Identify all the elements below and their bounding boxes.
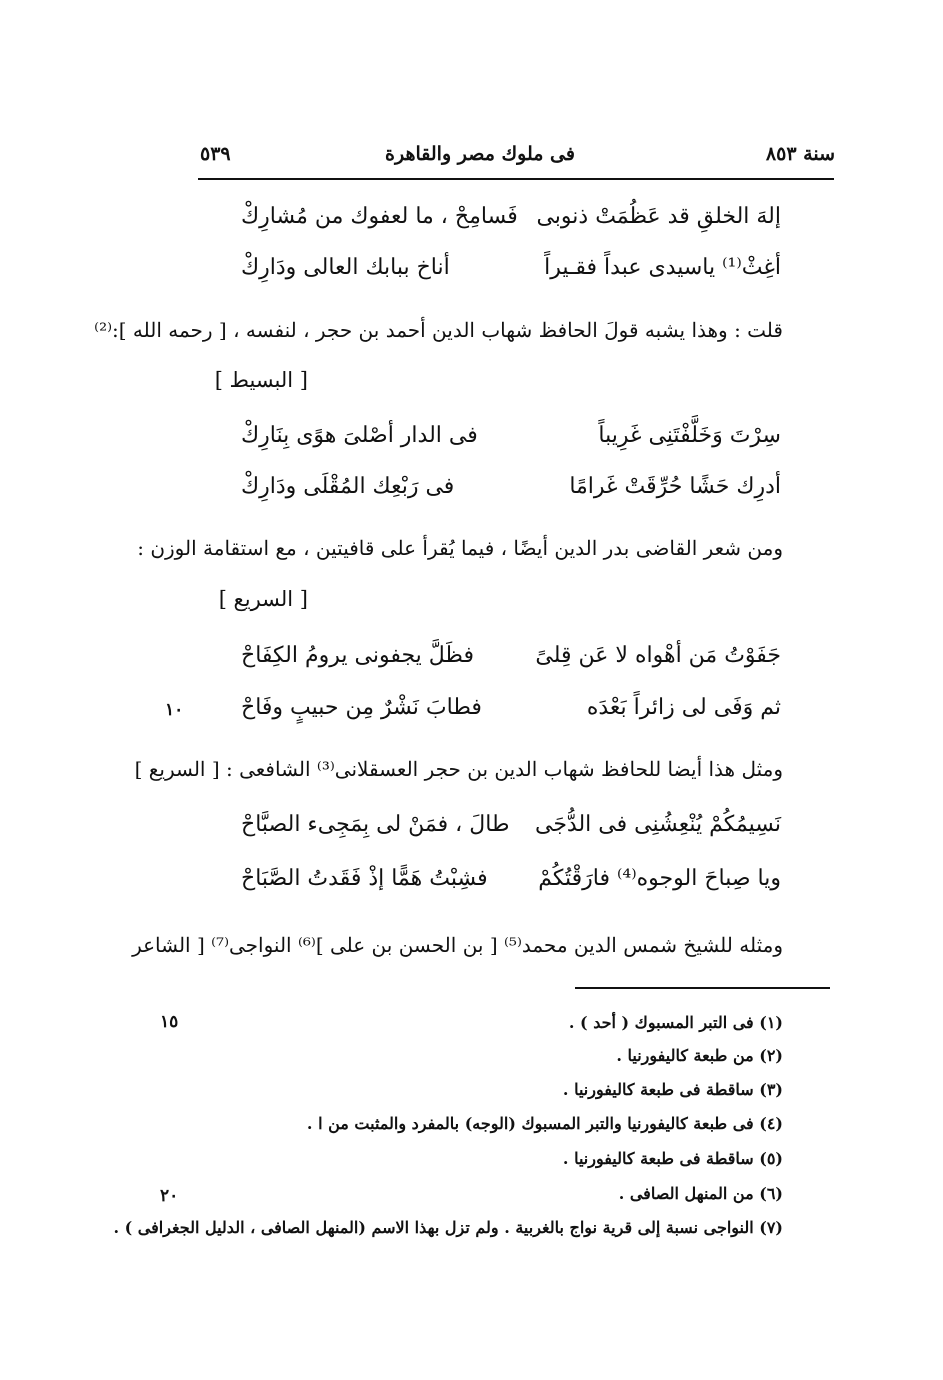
verse-first-hemistich: إلهَ الخلقِ قد عَظُمَتْ ذنوبى [536,204,781,229]
footnote: (٧) النواجى نسبة إلى قرية نواج بالغربية . ولم تزل بهذا الاسم (المنهل الصافى ، الدليل الجغرافى ) . [113,1218,783,1237]
verse-first-hemistich: ويا صِباحَ الوجوه⁽⁴⁾ فارَقْتُكُمْ [538,866,781,891]
page-number: ٥٣٩ [200,143,231,165]
verse-second-hemistich: فى رَبْعِك المُقْلَى ودَارِكْ [241,474,455,499]
footnote: (٢) من طبعة كاليفورنيا . [616,1046,783,1065]
verse-line [241,695,781,720]
verse-line [241,474,781,499]
meter-label: [ البسيط ] [214,368,308,392]
margin-line-number: ١٠ [165,700,184,720]
verse-first-hemistich: نَسِيمُكُمْ يُنْعِشُنِى فى الدُّجَى [534,812,781,837]
prose-line: ومن شعر القاضى بدر الدين أيضًا ، فيما يُقرأ على قافيتين ، مع استقامة الوزن : [137,536,783,560]
margin-line-number: ٢٠ [160,1186,179,1206]
margin-line-number: ١٥ [160,1012,179,1032]
verse-first-hemistich: أدرِك حَشًا حُرِّقَتْ غَرامًا [569,474,781,499]
prose-line: ومثله للشيخ شمس الدين محمد⁽⁵⁾ [ بن الحسن بن على ]⁽⁶⁾ النواجى⁽⁷⁾ [ الشاعر [132,933,783,957]
verse-line [241,866,781,891]
header-title: فى ملوك مصر والقاهرة [385,143,575,165]
header-year: سنة ٨٥٣ [765,143,835,165]
prose-line: قلت : وهذا يشبه قولَ الحافظ شهاب الدين أحمد بن حجر ، لنفسه ، [ رحمه الله ]:⁽²⁾ [94,318,783,342]
verse-second-hemistich: أناخ ببابك العالى ودَارِكْ [241,255,450,280]
verse-line [241,204,781,229]
footnote: (٥) ساقطة فى طبعة كاليفورنيا . [562,1149,783,1168]
verse-second-hemistich: فى الدار أصْلىَ هوًى بِنَارِكْ [241,423,478,448]
footnote: (٣) ساقطة فى طبعة كاليفورنيا . [562,1080,783,1099]
verse-second-hemistich: فشِبْتُ هَمًّا إذْ فَقَدتُ الصَّبَاحْ [241,866,488,891]
footnote: (١) فى التبر المسبوك ( أحد ) . [568,1013,783,1032]
verse-line [241,643,781,668]
verse-first-hemistich: جَفَوْتُ مَن أهْواه لا عَن قِلىً [535,643,781,668]
verse-second-hemistich: طالَ ، فمَنْ لى بِمَجِىء الصبَّاحْ [241,812,510,837]
verse-second-hemistich: فطابَ نَشْرٌ مِن حبيبٍ وفَاحْ [241,695,482,720]
header-rule [198,178,834,180]
prose-line: ومثل هذا أيضا للحافظ شهاب الدين بن حجر العسقلانى⁽³⁾ الشافعى : [ السريع ] [134,757,783,781]
verse-first-hemistich: ثم وَفَى لى زائراً بَعْدَه [586,695,781,720]
verse-first-hemistich: أغِثْ⁽¹⁾ ياسيدى عبداً فقـيراً [544,255,781,280]
verse-first-hemistich: سِرْتَ وَخَلَّفْتَنِى غَرِيباً [598,423,781,448]
verse-line [241,255,781,280]
footnote-rule [575,987,830,989]
verse-line [241,423,781,448]
meter-label: [ السريع ] [218,587,308,611]
verse-second-hemistich: فظَلَّ يجفونى يرومُ الكِفَاحْ [241,643,474,668]
footnote: (٤) فى طبعة كاليفورنيا والتبر المسبوك (الوجه) بالمفرد والمثبت من ا . [306,1114,783,1133]
footnote: (٦) من المنهل الصافى . [618,1184,783,1203]
verse-line [241,812,781,837]
verse-second-hemistich: فَسامِحْ ، ما لعفوك من مُشارِكْ [241,204,518,229]
